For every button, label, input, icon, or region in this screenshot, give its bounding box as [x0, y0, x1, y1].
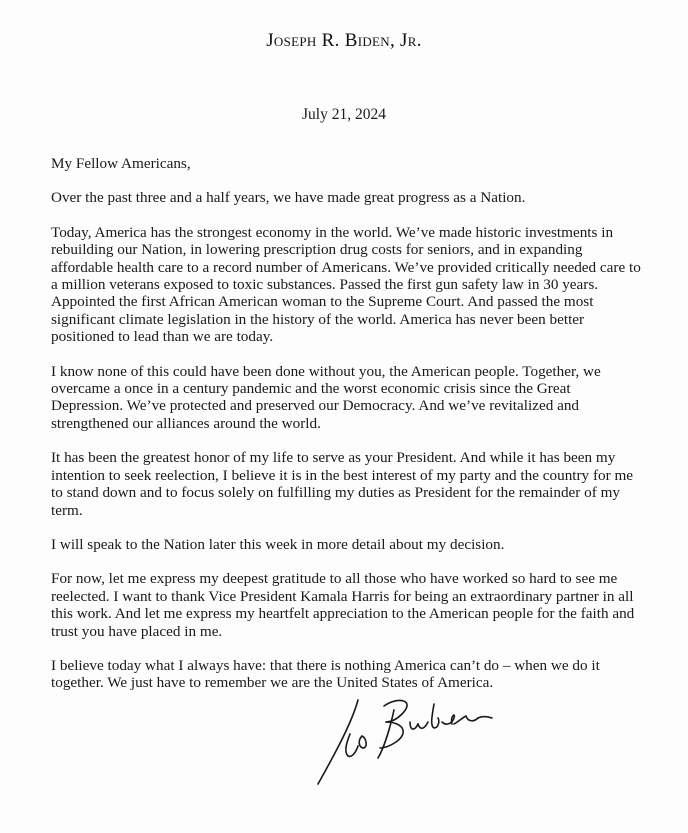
paragraph: Over the past three and a half years, we have made great progress as a Nation. — [51, 189, 526, 207]
paragraph: It has been the greatest honor of my life to serve as your President. And while it has been my intention to seek reelection, I believe it is in the best interest of my party and the country for me to stand down and to focus solely on fulfilling my duties as President for the remainder of my term. — [51, 449, 634, 519]
paragraph: I believe today what I always have: that there is nothing America can’t do – when we do it together. We just have to remember we are the United States of America. — [51, 656, 600, 692]
paragraph: I know none of this could have been done without you, the American people. Together, we overcame a once in a century pandemic and the worst economic crisis since the Great Depression. We’ve protected and preserved our Democracy. And we’ve revitalized and strengthened our alliances around the world. — [51, 362, 601, 432]
salutation: My Fellow Americans, — [51, 155, 191, 172]
letter-date: July 21, 2024 — [302, 106, 386, 123]
letterhead: Joseph R. Biden, Jr. — [266, 30, 422, 51]
letter-body — [51, 155, 643, 709]
paragraph: For now, let me express my deepest gratitude to all those who have worked so hard to see me reelected. I want to thank Vice President Kamala Harris for being an extraordinary partner in all this work. And let me express my heartfelt appreciation to the American people for the faith and trust you have placed in me. — [51, 570, 635, 640]
signature-image — [306, 692, 506, 802]
paragraph: Today, America has the strongest economy in the world. We’ve made historic investments in rebuilding our Nation, in lowering prescription drug costs for seniors, and in expanding affordable health care to a record number of Americans. We’ve provided critically needed care to a million veterans exposed to toxic substances. Passed the first gun safety law in 30 years. Appointed the first African American woman to the Supreme Court. And passed the most significant climate legislation in the history of the world. America has never been better positioned to lead than we are today. — [51, 223, 641, 346]
paragraph: I will speak to the Nation later this week in more detail about my decision. — [51, 535, 505, 553]
